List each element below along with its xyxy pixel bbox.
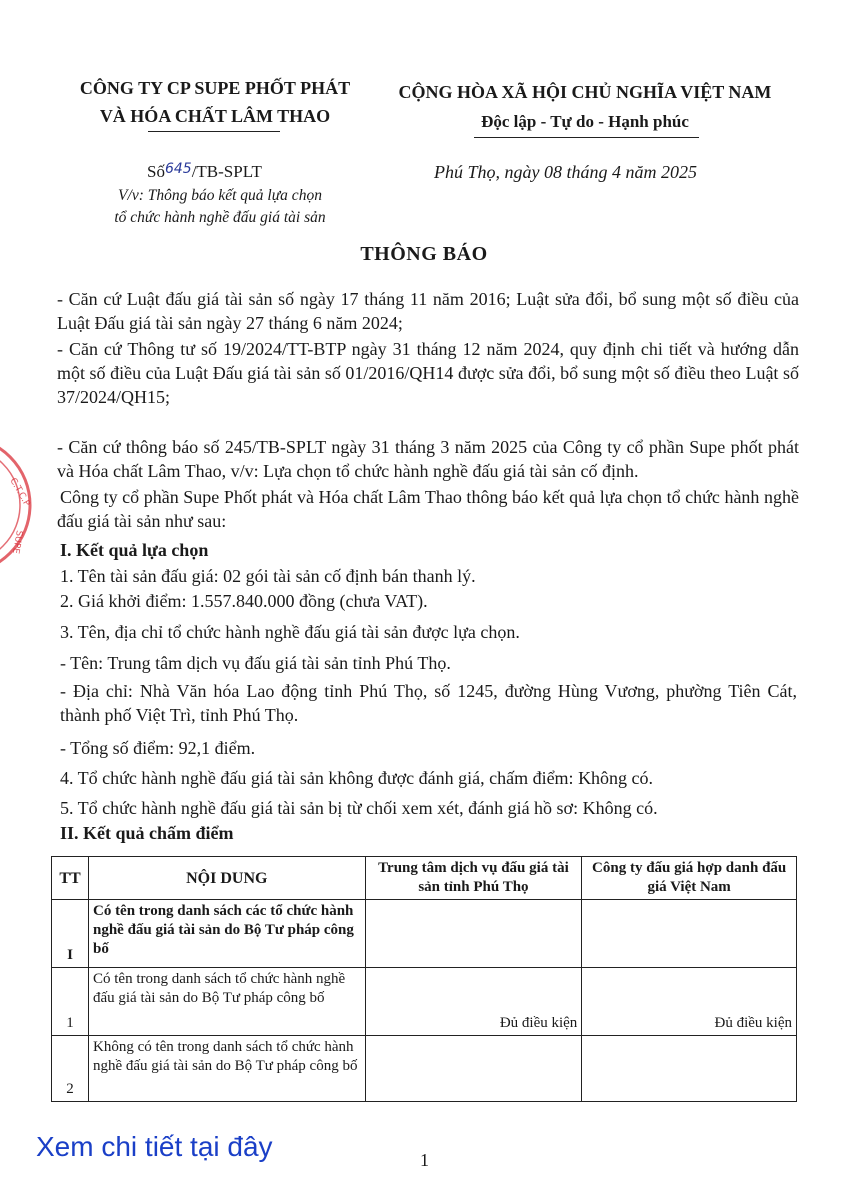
row-org-2 [582,1036,797,1102]
row-content: Không có tên trong danh sách tổ chức hành nghề đấu giá tài sản do Bộ Tư pháp công bố [88,1036,365,1102]
doc-no-suffix: /TB-SPLT [191,162,262,181]
row-org-1 [365,1036,582,1102]
company-name-line1: CÔNG TY CP SUPE PHỐT PHÁT [79,78,351,98]
motto-underline [474,137,699,138]
subject-line1: V/v: Thông báo kết quả lựa chọn [118,187,322,204]
row-tt: 1 [52,968,89,1036]
basis-paragraph-1: - Căn cứ Luật đấu giá tài sản số ngày 17 tháng 11 năm 2016; Luật sửa đổi, bổ sung một số điều của Luật Đấu giá tài sản ngày 27 tháng 6 năm 2024; [57,289,799,333]
row-org-1 [365,900,582,968]
svg-text:SUPE: SUPE [9,529,24,555]
row-org-2: Đủ điều kiện [582,968,797,1036]
table-row [52,968,797,1036]
doc-no-handwritten: 645 [164,161,192,177]
subject-line2: tổ chức hành nghề đấu giá tài sản [114,209,326,226]
row-org-1: Đủ điều kiện [365,968,582,1036]
result-item-5: 5. Tổ chức hành nghề đấu giá tài sản bị từ chối xem xét, đánh giá hồ sơ: Không có. [60,798,658,818]
table-row [52,900,797,968]
header-tt: TT [52,857,89,900]
section-2-heading: II. Kết quả chấm điểm [60,823,234,843]
row-org-2 [582,900,797,968]
header-org-1: Trung tâm dịch vụ đấu giá tài sản tỉnh Phú Thọ [365,857,582,900]
basis-paragraph-4: Công ty cổ phần Supe Phốt phát và Hóa chất Lâm Thao thông báo kết quả lựa chọn tổ chức hành nghề đấu giá tài sản như sau: [57,487,799,531]
company-seal-icon [0,430,38,580]
row-tt: 2 [52,1036,89,1102]
basis-paragraph-3: - Căn cứ thông báo số 245/TB-SPLT ngày 31 tháng 3 năm 2025 của Công ty cổ phần Supe phốt phát và Hóa chất Lâm Thao, v/v: Lựa chọn tổ chức hành nghề đấu giá tài sản cố định. [57,437,799,481]
document-number [147,162,262,182]
company-underline [148,131,280,132]
result-item-2: 2. Giá khởi điểm: 1.557.840.000 đồng (chưa VAT). [60,591,428,611]
header-content: NỘI DUNG [88,857,365,900]
row-tt: I [52,900,89,968]
result-item-1: 1. Tên tài sản đấu giá: 02 gói tài sản cố định bán thanh lý. [60,566,476,586]
country-name: CỘNG HÒA XÃ HỘI CHỦ NGHĨA VIỆT NAM [398,82,772,102]
selected-org-address: - Địa chỉ: Nhà Văn hóa Lao động tỉnh Phú Thọ, số 1245, đường Hùng Vương, phường Tiên Cát, thành phố Việt Trì, tỉnh Phú Thọ. [60,681,797,725]
row-content: Có tên trong danh sách các tổ chức hành nghề đấu giá tài sản do Bộ Tư pháp công bố [88,900,365,968]
row-content: Có tên trong danh sách tổ chức hành nghề đấu giá tài sản do Bộ Tư pháp công bố [88,968,365,1036]
doc-no-prefix: Số [147,162,165,181]
motto: Độc lập - Tự do - Hạnh phúc [481,112,689,131]
result-item-4: 4. Tổ chức hành nghề đấu giá tài sản không được đánh giá, chấm điểm: Không có. [60,768,654,788]
view-details-link[interactable]: Xem chi tiết tại đây [36,1131,273,1162]
basis-paragraph-2: - Căn cứ Thông tư số 19/2024/TT-BTP ngày 31 tháng 12 năm 2024, quy định chi tiết và hướng dẫn một số điều của Luật Đấu giá tài sản số 01/2016/QH14 được sửa đổi, bổ sung một số điều theo Luật số 37/2024/QH15; [57,339,799,407]
table-header-row [52,857,797,900]
table-row [52,1036,797,1102]
svg-text:C.T.C.P: C.T.C.P [7,476,32,509]
total-score: - Tổng số điểm: 92,1 điểm. [60,738,256,758]
place-date: Phú Thọ, ngày 08 tháng 4 năm 2025 [434,162,697,182]
selected-org-name: - Tên: Trung tâm dịch vụ đấu giá tài sản tỉnh Phú Thọ. [60,653,451,673]
company-name-line2: VÀ HÓA CHẤT LÂM THAO [99,106,331,126]
section-1-heading: I. Kết quả lựa chọn [60,540,209,560]
result-item-3: 3. Tên, địa chỉ tổ chức hành nghề đấu giá tài sản được lựa chọn. [60,622,520,642]
header-org-2: Công ty đấu giá hợp danh đấu giá Việt Nam [582,857,797,900]
page-number: 1 [420,1150,429,1170]
scoring-table [51,856,797,1102]
notice-title: THÔNG BÁO [360,243,488,265]
